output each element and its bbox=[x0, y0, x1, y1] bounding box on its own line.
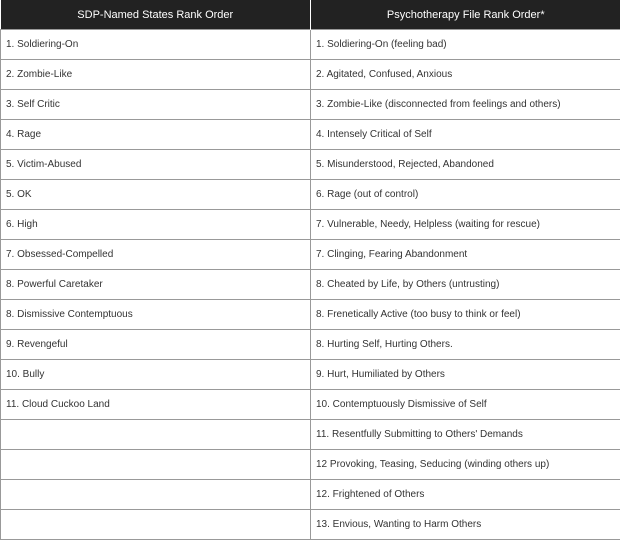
psychotherapy-state-cell: 12. Frightened of Others bbox=[311, 480, 620, 510]
table-row bbox=[1, 420, 620, 450]
sdp-state-cell: 7. Obsessed-Compelled bbox=[1, 240, 311, 270]
psychotherapy-state-cell: 5. Misunderstood, Rejected, Abandoned bbox=[311, 150, 620, 180]
table-row bbox=[1, 300, 620, 330]
psychotherapy-state-cell: 13. Envious, Wanting to Harm Others bbox=[311, 510, 620, 540]
psychotherapy-state-cell: 8. Cheated by Life, by Others (untrusting) bbox=[311, 270, 620, 300]
sdp-state-cell: 6. High bbox=[1, 210, 311, 240]
sdp-state-cell: 4. Rage bbox=[1, 120, 311, 150]
sdp-state-cell: 11. Cloud Cuckoo Land bbox=[1, 390, 311, 420]
sdp-state-cell: 9. Revengeful bbox=[1, 330, 311, 360]
psychotherapy-state-cell: 8. Frenetically Active (too busy to think or feel) bbox=[311, 300, 620, 330]
psychotherapy-state-cell: 2. Agitated, Confused, Anxious bbox=[311, 60, 620, 90]
table-row bbox=[1, 240, 620, 270]
psychotherapy-state-cell: 12 Provoking, Teasing, Seducing (winding others up) bbox=[311, 450, 620, 480]
sdp-state-cell bbox=[1, 420, 311, 450]
sdp-state-cell: 2. Zombie-Like bbox=[1, 60, 311, 90]
table-row bbox=[1, 210, 620, 240]
table-header bbox=[1, 0, 620, 30]
sdp-state-cell: 1. Soldiering-On bbox=[1, 30, 311, 60]
sdp-state-cell bbox=[1, 450, 311, 480]
psychotherapy-state-cell: 7. Vulnerable, Needy, Helpless (waiting for rescue) bbox=[311, 210, 620, 240]
psychotherapy-state-cell: 8. Hurting Self, Hurting Others. bbox=[311, 330, 620, 360]
table-row bbox=[1, 150, 620, 180]
psychotherapy-state-cell: 10. Contemptuously Dismissive of Self bbox=[311, 390, 620, 420]
table-row bbox=[1, 270, 620, 300]
table-body bbox=[1, 30, 620, 540]
sdp-state-cell: 8. Powerful Caretaker bbox=[1, 270, 311, 300]
sdp-state-cell: 3. Self Critic bbox=[1, 90, 311, 120]
table-row bbox=[1, 390, 620, 420]
table-row bbox=[1, 360, 620, 390]
table-row bbox=[1, 180, 620, 210]
table-row bbox=[1, 60, 620, 90]
sdp-state-cell bbox=[1, 480, 311, 510]
psychotherapy-state-cell: 4. Intensely Critical of Self bbox=[311, 120, 620, 150]
psychotherapy-state-cell: 9. Hurt, Humiliated by Others bbox=[311, 360, 620, 390]
header-row bbox=[1, 0, 620, 30]
sdp-state-cell: 5. Victim-Abused bbox=[1, 150, 311, 180]
header-psychotherapy-file: Psychotherapy File Rank Order* bbox=[311, 0, 620, 30]
table-row bbox=[1, 90, 620, 120]
psychotherapy-state-cell: 11. Resentfully Submitting to Others' Demands bbox=[311, 420, 620, 450]
table-row bbox=[1, 30, 620, 60]
table-row bbox=[1, 480, 620, 510]
sdp-state-cell: 5. OK bbox=[1, 180, 311, 210]
sdp-state-cell: 8. Dismissive Contemptuous bbox=[1, 300, 311, 330]
psychotherapy-state-cell: 7. Clinging, Fearing Abandonment bbox=[311, 240, 620, 270]
table-row bbox=[1, 120, 620, 150]
sdp-state-cell bbox=[1, 510, 311, 540]
psychotherapy-state-cell: 6. Rage (out of control) bbox=[311, 180, 620, 210]
table-row bbox=[1, 510, 620, 540]
table-row bbox=[1, 330, 620, 360]
header-sdp-states: SDP-Named States Rank Order bbox=[1, 0, 311, 30]
table-row bbox=[1, 450, 620, 480]
sdp-state-cell: 10. Bully bbox=[1, 360, 311, 390]
psychotherapy-state-cell: 1. Soldiering-On (feeling bad) bbox=[311, 30, 620, 60]
psychotherapy-state-cell: 3. Zombie-Like (disconnected from feelings and others) bbox=[311, 90, 620, 120]
